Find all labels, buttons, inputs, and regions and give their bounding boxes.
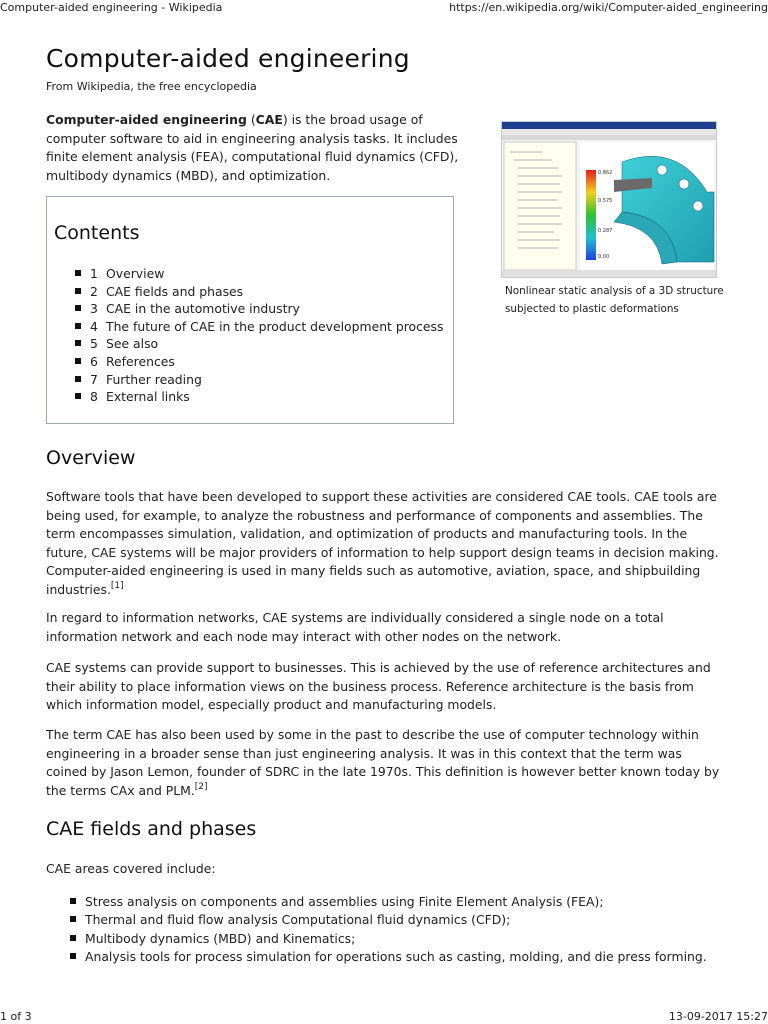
overview-paragraph-1 <box>46 488 722 599</box>
list-item <box>70 948 707 966</box>
toc-item-number: 7 <box>90 371 98 387</box>
toc-item-number: 2 <box>90 283 98 299</box>
table-of-contents <box>46 196 454 424</box>
bullet-icon <box>75 270 81 276</box>
bullet-icon <box>75 305 81 311</box>
bullet-icon <box>75 288 81 294</box>
intro-text: is the broad usage of computer software to aid in engineering analysis tasks. It includes finite element analysis (FEA), computational fluid dynamics (CFD), multibody dynamics (MBD), and optimization. <box>46 112 459 183</box>
toc-item-label[interactable]: External links <box>106 389 190 405</box>
bullet-icon <box>70 916 76 922</box>
toc-item[interactable] <box>75 318 443 336</box>
toc-item-label[interactable]: CAE in the automotive industry <box>106 301 300 317</box>
scale-label: 0.862 <box>598 170 613 176</box>
list-item <box>70 930 707 948</box>
toc-item-label[interactable]: The future of CAE in the product development process <box>106 318 444 334</box>
section-heading-cae-fields: CAE fields and phases <box>46 818 257 840</box>
reference-link[interactable]: [2] <box>194 781 208 792</box>
scale-label: 0.287 <box>598 228 613 234</box>
toc-item-label[interactable]: CAE fields and phases <box>106 283 244 299</box>
bullet-icon <box>75 323 81 329</box>
overview-paragraph-2: In regard to information networks, CAE systems are individually considered a single node on a total information network and each node may interact with other nodes on the network. <box>46 610 664 644</box>
toc-item-label[interactable]: References <box>106 353 175 369</box>
scale-label: 0.575 <box>598 198 613 204</box>
toc-item[interactable] <box>75 265 443 283</box>
toc-item[interactable] <box>75 335 443 353</box>
bullet-icon <box>75 393 81 399</box>
toc-item-label[interactable]: See also <box>106 336 159 352</box>
toc-item[interactable] <box>75 371 443 389</box>
page-title: Computer-aided engineering <box>46 44 410 73</box>
overview-text: The term CAE has also been used by some in the past to describe the use of computer technology within engineering in a broader sense than just engineering analysis. It was in this context that the term was coined by Jason Lemon, founder of SDRC in the late 1970s. This definition is however better known today by the terms CAx and PLM. <box>46 727 720 798</box>
list-item <box>70 911 707 929</box>
toc-list <box>75 265 443 406</box>
overview-paragraph-4 <box>46 726 722 800</box>
section-heading-overview: Overview <box>46 447 136 469</box>
reference-link[interactable]: [1] <box>110 580 124 591</box>
print-header-title: Computer-aided engineering - Wikipedia <box>0 1 223 14</box>
fea-screenshot-image[interactable] <box>501 121 717 278</box>
toc-item[interactable] <box>75 300 443 318</box>
overview-text: Software tools that have been developed to support these activities are considered CAE tools. CAE tools are being used, for example, to analyze the robustness and performance of components and assemblies. The term encompasses simulation, validation, and optimization of products and manufacturing tools. In the future, CAE systems will be major providers of information to help support design teams in decision making. Computer-aided engineering is used in many fields such as automotive, aviation, space, and shipbuilding industries. <box>46 489 719 597</box>
toc-item[interactable] <box>75 388 443 406</box>
toc-item-number: 6 <box>90 353 98 369</box>
toc-title: Contents <box>54 222 140 244</box>
list-item <box>70 893 707 911</box>
toc-item[interactable] <box>75 283 443 301</box>
fields-intro: CAE areas covered include: <box>46 861 216 876</box>
print-footer-datetime: 13-09-2017 15:27 <box>668 1010 768 1023</box>
bullet-icon <box>75 340 81 346</box>
bullet-icon <box>70 935 76 941</box>
print-footer-page: 1 of 3 <box>0 1010 32 1023</box>
bullet-icon <box>70 898 76 904</box>
list-item-text: Thermal and fluid flow analysis Computational fluid dynamics (CFD); <box>85 912 511 928</box>
figure-caption: Nonlinear static analysis of a 3D structure subjected to plastic deformations <box>505 285 724 315</box>
toc-item-number: 8 <box>90 389 98 405</box>
overview-paragraph-3: CAE systems can provide support to businesses. This is achieved by the use of reference architectures and their ability to place information views on the business process. Reference architecture is the basis from which information model, especially product and manufacturing models. <box>46 660 711 712</box>
toc-item-number: 3 <box>90 301 98 317</box>
bullet-icon <box>70 953 76 959</box>
intro-term: Computer-aided engineering <box>46 112 247 127</box>
toc-item[interactable] <box>75 353 443 371</box>
bullet-icon <box>75 358 81 364</box>
print-header-url: https://en.wikipedia.org/wiki/Computer-aided_engineering <box>449 1 768 14</box>
toc-item-number: 4 <box>90 318 98 334</box>
toc-item-number: 1 <box>90 266 98 281</box>
scale-label: 0.00 <box>598 254 610 260</box>
intro-abbr: CAE <box>255 112 283 127</box>
list-item-text: Stress analysis on components and assemblies using Finite Element Analysis (FEA); <box>85 894 604 909</box>
list-item-text: Multibody dynamics (MBD) and Kinematics; <box>85 930 356 946</box>
fields-list <box>70 893 707 967</box>
toc-item-label[interactable]: Further reading <box>106 371 202 387</box>
toc-item-number: 5 <box>90 336 98 352</box>
fea-screenshot-graphic <box>502 122 716 277</box>
list-item-text: Analysis tools for process simulation for operations such as casting, molding, and die press forming. <box>85 949 707 965</box>
page-subtitle: From Wikipedia, the free encyclopedia <box>46 80 257 93</box>
toc-item-label[interactable]: Overview <box>106 266 165 281</box>
intro-paragraph: Computer-aided engineering (CAE) is the broad usage of computer software to aid in engineering analysis tasks. It includes finite element analysis (FEA), computational fluid dynamics (CFD), multibody dynamics (MBD), and optimization. <box>46 112 459 183</box>
bullet-icon <box>75 376 81 382</box>
